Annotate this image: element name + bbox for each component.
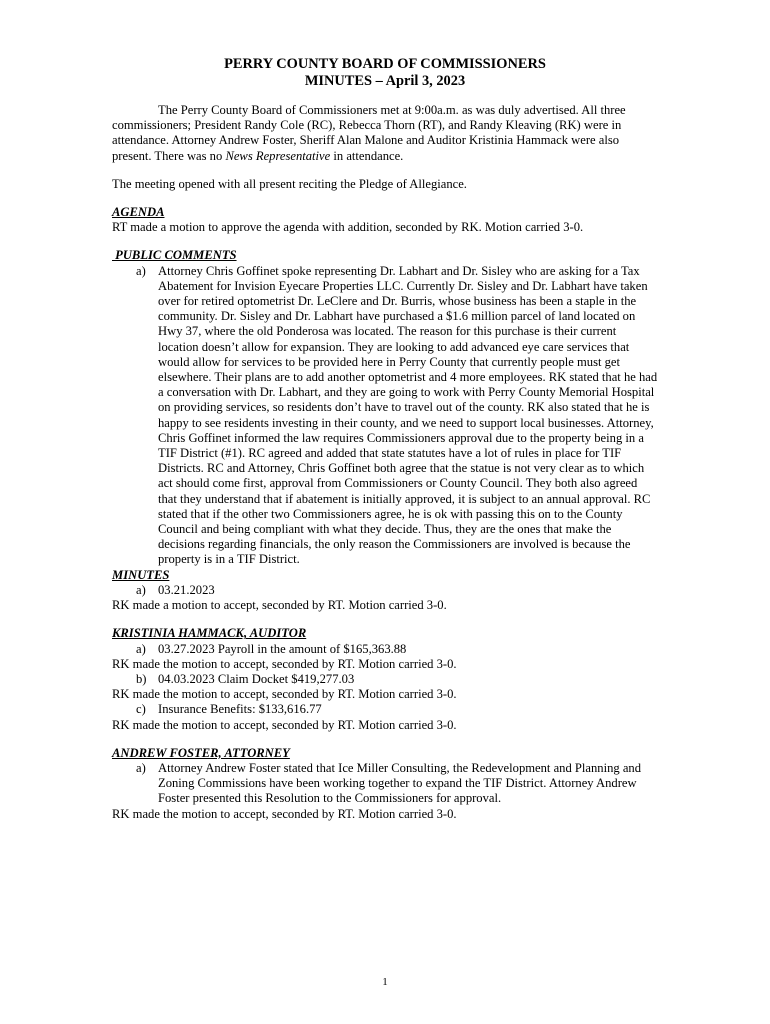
list-item bbox=[112, 264, 658, 568]
attorney-list bbox=[112, 761, 658, 807]
list-item bbox=[112, 642, 658, 657]
agenda-text: RT made a motion to approve the agenda with addition, seconded by RK. Motion carried 3-0. bbox=[112, 220, 584, 235]
attorney-section bbox=[112, 746, 658, 822]
intro-text-b: in attendance. bbox=[330, 148, 404, 163]
intro-text-a: The Perry County Board of Commissioners met at 9:00a.m. as was duly advertised. All three commissioners; President Randy Cole (RC), Rebecca Thorn (RT), and Randy Kleaving (RK) were in attendance. Attorney Andrew Foster, Sheriff Alan Malone and Auditor Kristinia Hammack were also present. There was no bbox=[112, 103, 626, 163]
public-comments-section bbox=[112, 248, 658, 567]
auditor-section bbox=[112, 626, 658, 732]
list-marker: b) bbox=[136, 671, 147, 686]
list-item-text: Insurance Benefits: $133,616.77 bbox=[158, 702, 322, 717]
document-title bbox=[112, 56, 658, 90]
title-line-2: MINUTES – April 3, 2023 bbox=[304, 73, 466, 89]
list-item bbox=[112, 702, 658, 717]
intro-paragraph bbox=[112, 103, 658, 164]
list-item-text: 04.03.2023 Claim Docket $419,277.03 bbox=[158, 671, 355, 686]
minutes-section bbox=[112, 568, 658, 614]
pledge-paragraph: The meeting opened with all present reciting the Pledge of Allegiance. bbox=[112, 176, 467, 191]
page-number: 1 bbox=[382, 976, 388, 988]
list-marker: a) bbox=[136, 641, 146, 656]
list-marker: a) bbox=[136, 263, 146, 278]
auditor-motion-c: RK made the motion to accept, seconded by RT. Motion carried 3-0. bbox=[112, 717, 457, 732]
public-comments-heading bbox=[112, 248, 658, 263]
list-item-text: 03.21.2023 bbox=[158, 582, 215, 597]
list-item bbox=[112, 761, 658, 807]
auditor-motion-b: RK made the motion to accept, seconded by RT. Motion carried 3-0. bbox=[112, 687, 457, 702]
attorney-motion: RK made the motion to accept, seconded by RT. Motion carried 3-0. bbox=[112, 806, 457, 821]
minutes-list bbox=[112, 583, 658, 598]
list-item-text: Attorney Chris Goffinet spoke representing Dr. Labhart and Dr. Sisley who are asking for a Tax Abatement for Invision Eyecare Properties LLC. Currently Dr. Sisley and Dr. Labhart have taken over for retired optometrist Dr. LeClere and Dr. Burris, whose business has been a staple in the community. Dr. Sisley and Dr. Labhart have purchased a $1.6 million parcel of land located on Hwy 37, where the old Ponderosa was located. The reason for this purchase is their current location doesn’t allow for expansion. They are looking to add advanced eye care services that would allow for services to be provided here in Perry County that currently people must get elsewhere. Their plans are to add another optometrist and 4 more employees. RK stated that he had a conversation with Dr. Labhart, and they are going to work with Perry County Memorial Hospital on providing services, so residents don’t have to travel out of the county. RK also stated that he is happy to see residents investing in their county, and we need to support local businesses. Attorney, Chris Goffinet informed the law requires Commissioners approval due to the property being in a TIF District (#1). RC agreed and added that state statutes have a lot of rules in place for TIF Districts. RC and Attorney, Chris Goffinet both agree that the statue is not very clear as to which act should come first, approval from Commissioners or County Council. They both also agreed that they understand that if abatement is initially approved, it is subject to an annual approval. RC stated that if the other two Commissioners agree, he is ok with passing this on to the County Council and being compliant with what they decide. Thus, they are the ones that make the decisions regarding financials, the only reason the Commissioners are involved is because the property is in a TIF District. bbox=[158, 263, 658, 567]
auditor-heading: KRISTINIA HAMMACK, AUDITOR bbox=[112, 626, 307, 641]
list-marker: a) bbox=[136, 760, 146, 775]
public-comments-heading-text: PUBLIC COMMENTS bbox=[112, 248, 237, 263]
agenda-section bbox=[112, 205, 658, 235]
auditor-motion-a: RK made the motion to accept, seconded by RT. Motion carried 3-0. bbox=[112, 656, 457, 671]
public-comments-list bbox=[112, 264, 658, 568]
auditor-list-c bbox=[112, 702, 658, 717]
auditor-list-a bbox=[112, 642, 658, 657]
list-item bbox=[112, 583, 658, 598]
list-marker: a) bbox=[136, 582, 146, 597]
title-line-1: PERRY COUNTY BOARD OF COMMISSIONERS bbox=[224, 56, 546, 72]
attorney-heading: ANDREW FOSTER, ATTORNEY bbox=[112, 745, 290, 760]
list-marker: c) bbox=[136, 702, 146, 717]
agenda-heading: AGENDA bbox=[112, 205, 165, 220]
minutes-heading: MINUTES bbox=[112, 567, 170, 582]
list-item-text: Attorney Andrew Foster stated that Ice Miller Consulting, the Redevelopment and Planning and Zoning Commissions have been working together to expand the TIF District. Attorney Andrew Foster presented this Resolution to the Commissioners for approval. bbox=[158, 760, 642, 806]
minutes-motion: RK made a motion to accept, seconded by RT. Motion carried 3-0. bbox=[112, 598, 447, 613]
intro-text-emphasis: News Representative bbox=[225, 148, 331, 163]
auditor-list-b bbox=[112, 672, 658, 687]
list-item-text: 03.27.2023 Payroll in the amount of $165,363.88 bbox=[158, 641, 407, 656]
list-item bbox=[112, 672, 658, 687]
